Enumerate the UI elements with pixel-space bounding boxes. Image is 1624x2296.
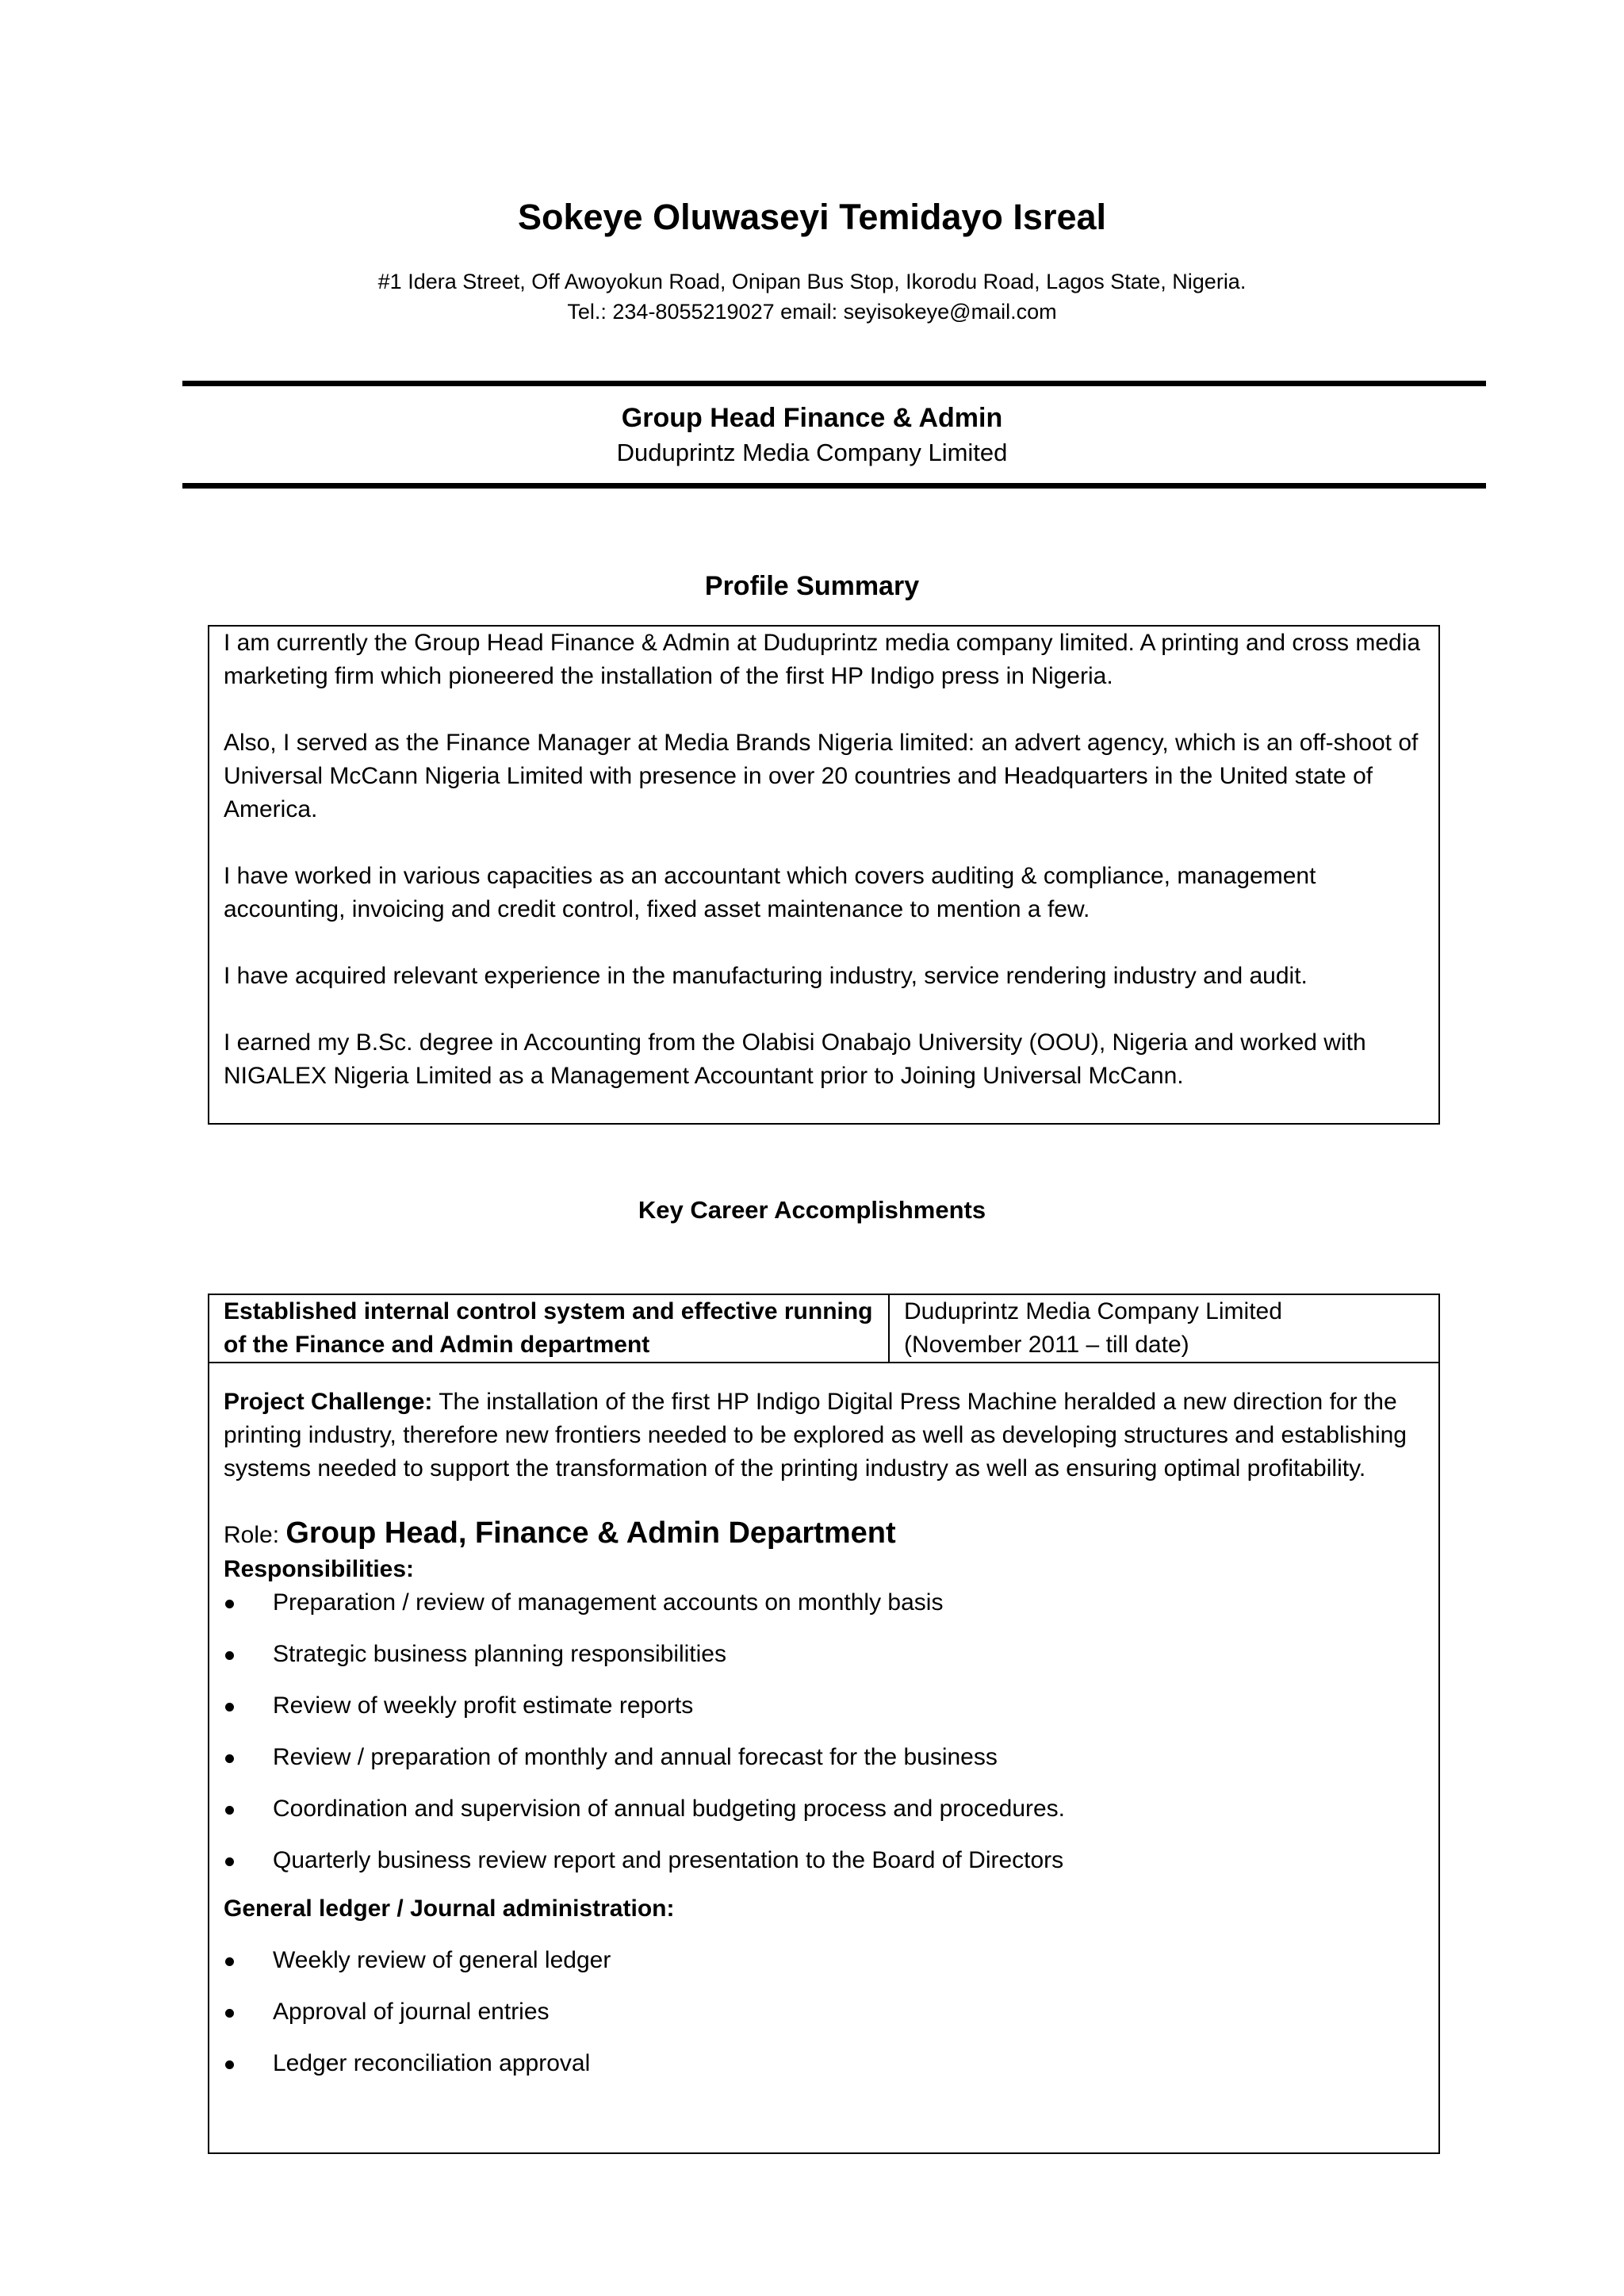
bottom-divider	[182, 483, 1486, 489]
key-accomplishments-heading: Key Career Accomplishments	[638, 1196, 986, 1224]
company-name: Duduprintz Media Company Limited	[616, 439, 1008, 466]
accomplishment-table	[208, 1294, 1440, 2154]
top-divider	[182, 381, 1486, 386]
role-label: Role:	[224, 1522, 286, 1548]
general-ledger-label: General ledger / Journal administration:	[224, 1895, 675, 1922]
list-item	[224, 1586, 1424, 1619]
list-item-text: Ledger reconciliation approval	[273, 2050, 591, 2076]
job-title: Group Head Finance & Admin	[621, 403, 1003, 433]
profile-paragraph: I am currently the Group Head Finance & Admin at Duduprintz media company limited. A printing and cross media marketing firm which pioneered the installation of the first HP Indigo press in Nigeria.	[224, 630, 1421, 689]
bullet-icon	[225, 1857, 234, 1866]
list-item	[224, 1689, 1424, 1723]
accomplishment-body	[209, 1363, 1438, 2080]
bullet-icon	[225, 1754, 234, 1763]
accomplishment-employer	[890, 1295, 1438, 1362]
list-item-text: Quarterly business review report and presentation to the Board of Directors	[273, 1847, 1064, 1873]
profile-paragraph: I have worked in various capacities as an accountant which covers auditing & compliance, management accounting, invoicing and credit control, fixed asset maintenance to mention a few.	[224, 863, 1316, 922]
responsibilities-list	[224, 1586, 1424, 1877]
responsibilities-label: Responsibilities:	[224, 1556, 415, 1582]
list-item-text: Approval of journal entries	[273, 1999, 550, 2025]
project-challenge-text: The installation of the first HP Indigo Digital Press Machine heralded a new direction for the printing industry, therefore new frontiers needed to be explored as well as developing structures and establishing systems needed to support the transformation of the printing industry as well as ensuring optimal profitability.	[224, 1389, 1407, 1481]
project-challenge	[224, 1386, 1424, 1485]
list-item-text: Strategic business planning responsibilities	[273, 1641, 726, 1667]
bullet-icon	[225, 1957, 234, 1966]
list-item-text: Preparation / review of management accounts on monthly basis	[273, 1589, 944, 1616]
address-line: #1 Idera Street, Off Awoyokun Road, Onipan Bus Stop, Ikorodu Road, Lagos State, Nigeria.	[377, 270, 1247, 293]
profile-paragraph: Also, I served as the Finance Manager at Media Brands Nigeria limited: an advert agency, which is an off-shoot of Universal McCann Nigeria Limited with presence in over 20 countries and Headquarters in the United state of America.	[224, 730, 1419, 822]
bullet-icon	[225, 1651, 234, 1660]
project-challenge-label: Project Challenge:	[224, 1389, 433, 1415]
contact-line: Tel.: 234-8055219027 email: seyisokeye@mail.com	[567, 300, 1057, 324]
general-ledger-list	[224, 1944, 1424, 2080]
profile-paragraph: I earned my B.Sc. degree in Accounting from the Olabisi Onabajo University (OOU), Nigeria and worked with NIGALEX Nigeria Limited as a Management Accountant prior to Joining Universal McCann.	[224, 1029, 1366, 1089]
profile-summary-box	[208, 625, 1440, 1125]
list-item-text: Weekly review of general ledger	[273, 1947, 611, 1973]
list-item	[224, 1741, 1424, 1774]
profile-paragraph: I have acquired relevant experience in the manufacturing industry, service rendering industry and audit.	[224, 963, 1308, 989]
list-item-text: Review of weekly profit estimate reports	[273, 1692, 694, 1719]
bullet-icon	[225, 1806, 234, 1815]
profile-summary-heading: Profile Summary	[704, 571, 920, 601]
bullet-icon	[225, 1703, 234, 1711]
list-item	[224, 1638, 1424, 1671]
accomplishment-header-row	[209, 1295, 1438, 1363]
list-item	[224, 2047, 1424, 2080]
employment-period: (November 2011 – till date)	[904, 1332, 1189, 1358]
list-item	[224, 1995, 1424, 2029]
bullet-icon	[225, 2009, 234, 2018]
current-position	[0, 401, 1624, 470]
employer-name: Duduprintz Media Company Limited	[904, 1298, 1282, 1324]
list-item	[224, 1944, 1424, 1977]
bullet-icon	[225, 2060, 234, 2069]
bullet-icon	[225, 1600, 234, 1608]
role-line	[224, 1516, 1424, 1553]
list-item-text: Coordination and supervision of annual budgeting process and procedures.	[273, 1796, 1066, 1822]
contact-block	[0, 266, 1624, 327]
candidate-name: Sokeye Oluwaseyi Temidayo Isreal	[517, 197, 1107, 237]
list-item	[224, 1844, 1424, 1877]
list-item	[224, 1792, 1424, 1826]
role-title: Group Head, Finance & Admin Department	[285, 1516, 896, 1550]
list-item-text: Review / preparation of monthly and annual forecast for the business	[273, 1744, 998, 1770]
accomplishment-title: Established internal control system and effective running of the Finance and Admin department	[209, 1295, 890, 1362]
